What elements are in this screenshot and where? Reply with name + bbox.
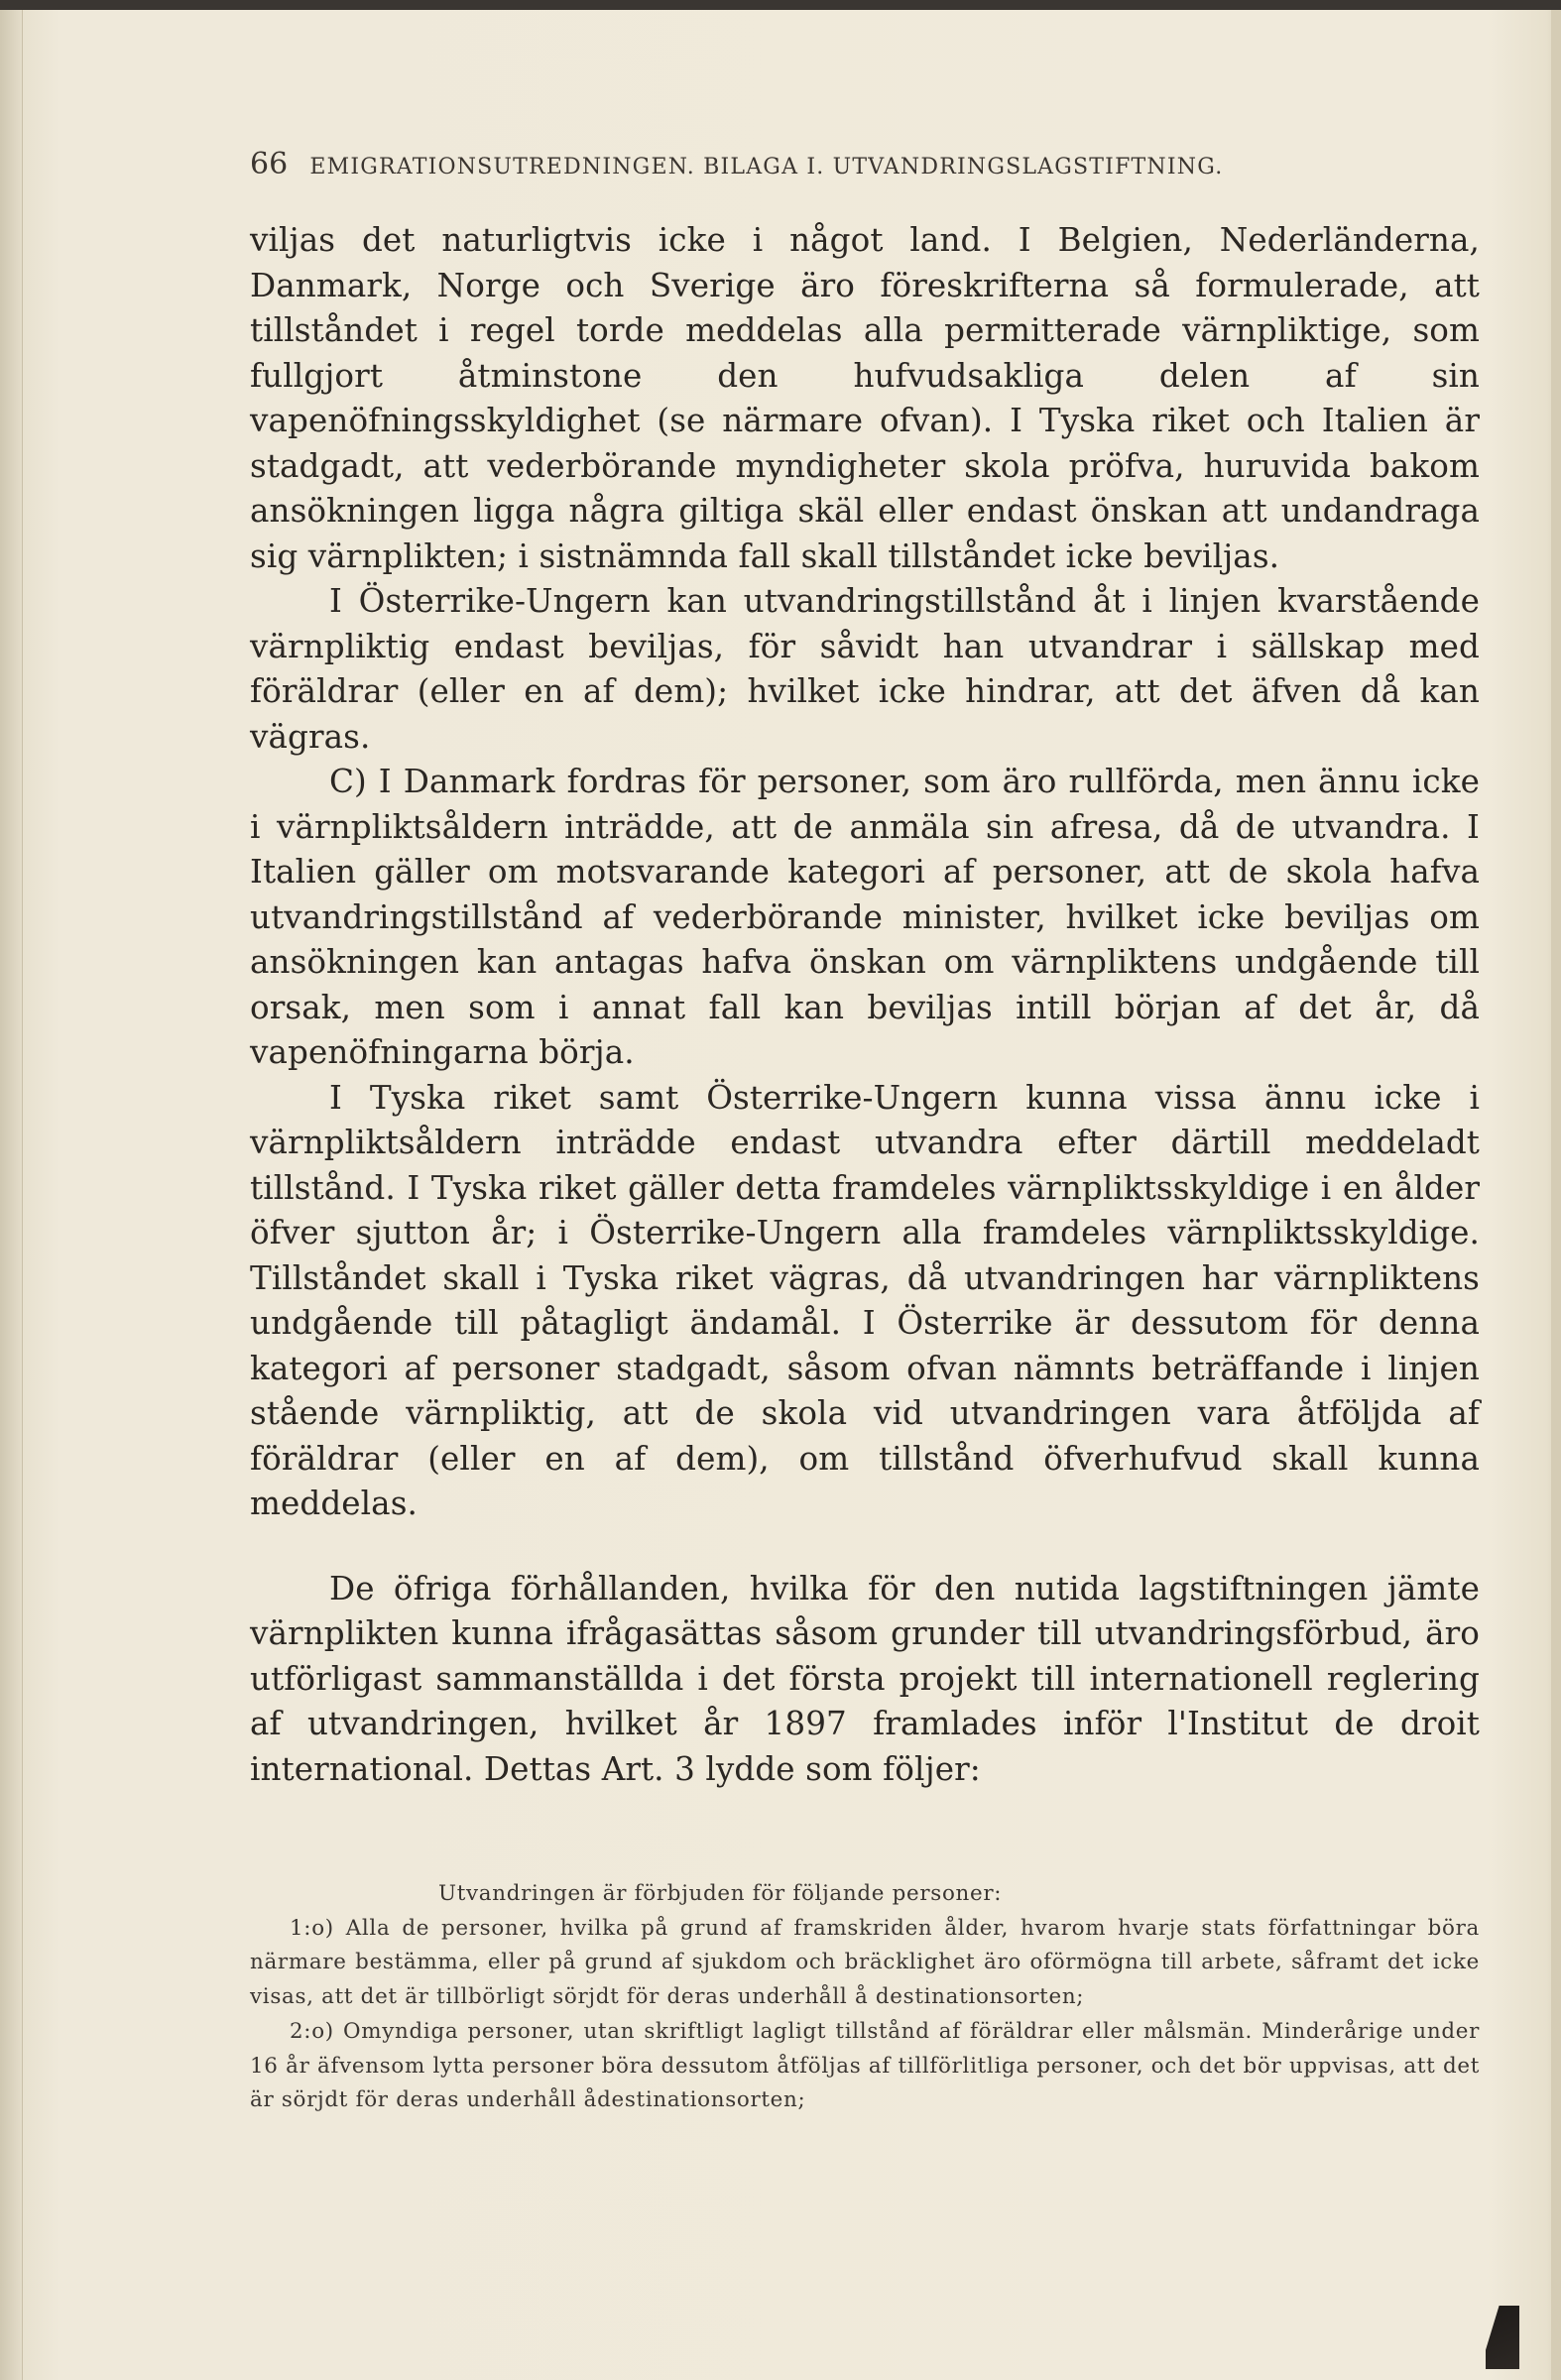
quotation-intro: Utvandringen är förbjuden för följande personer:	[438, 1881, 1003, 1906]
body-text	[250, 218, 1480, 1792]
scan-top-border	[0, 0, 1561, 10]
quotation-item-1: 1:o) Alla de personer, hvilka på grund af framskriden ålder, hvarom hvarje stats författningar böra närmare bestämma, eller på grund af sjukdom och bräcklighet äro oförmögna till arbete, såframt det icke visas, att det är tillbörligt sörjdt för deras underhåll å destinationsorten;	[250, 1915, 1480, 2010]
quotation-block	[250, 1877, 1480, 2118]
running-title: EMIGRATIONSUTREDNINGEN. BILAGA I. UTVANDRINGSLAGSTIFTNING.	[309, 155, 1224, 179]
book-gutter	[0, 10, 23, 2380]
paragraph-3: C) I Danmark fordras för personer, som äro rullförda, men ännu icke i värnpliktsåldern inträdde, att de anmäla sin afresa, då de utvandra. I Italien gäller om motsvarande kategori af personer, att de skola hafva utvandringstillstånd af vederbörande minister, hvilket icke beviljas om ansökningen kan antagas hafva önskan om värnpliktens undgående till orsak, men som i annat fall kan beviljas intill början af det år, då vapenöfningarna börja.	[250, 763, 1480, 1071]
running-header	[250, 147, 1480, 190]
paragraph-2: I Österrike-Ungern kan utvandringstillstånd åt i linjen kvarstående värnpliktig endast beviljas, för såvidt han utvandrar i sällskap med föräldrar (eller en af dem); hvilket icke hindrar, att det äfven då kan vägras.	[250, 582, 1480, 756]
paragraph-1: viljas det naturligtvis icke i något land. I Belgien, Nederländerna, Danmark, Norge och Sverige äro föreskrifterna så formulerade, att tillståndet i regel torde meddelas alla permitterade värnpliktige, som fullgjort åtminstone den hufvudsakliga delen af sin vapenöfningsskyldighet (se närmare ofvan). I Tyska riket och Italien är stadgadt, att vederbörande myndigheter skola pröfva, huruvida bakom ansökningen ligga några giltiga skäl eller endast önskan att undandraga sig värnplikten; i sistnämnda fall skall tillståndet icke beviljas.	[250, 221, 1480, 575]
paragraph-5: De öfriga förhållanden, hvilka för den nutida lagstiftningen jämte värnplikten kunna ifrågasättas såsom grunder till utvandringsförbud, äro utförligast sammanställda i det första projekt till internationell reglering af utvandringen, hvilket år 1897 framlades inför l'Institut de droit international. Dettas Art. 3 lydde som följer:	[250, 1569, 1480, 1788]
quotation-item-2: 2:o) Omyndiga personer, utan skriftligt lagligt tillstånd af föräldrar eller målsmän. Minderårige under 16 år äfvensom lytta personer böra dessutom åtföljas af tillförlitliga personer, och det bör uppvisas, att det är sörjdt för deras underhåll ådestinationsorten;	[250, 2018, 1480, 2113]
page-number: 66	[250, 147, 289, 181]
ink-mark	[1486, 2306, 1519, 2369]
paragraph-4: I Tyska riket samt Österrike-Ungern kunna vissa ännu icke i värnpliktsåldern inträdde endast utvandra efter därtill meddeladt tillstånd. I Tyska riket gäller detta framdeles värnpliktsskyldige i en ålder öfver sjutton år; i Österrike-Ungern alla framdeles värnpliktsskyldige. Tillståndet skall i Tyska riket vägras, då utvandringen har värnpliktens undgående till påtagligt ändamål. I Österrike är dessutom för denna kategori af personer stadgadt, såsom ofvan nämnts beträffande i linjen stående värnpliktig, att de skola vid utvandringen vara åtföljda af föräldrar (eller en af dem), om tillstånd öfverhufvud skall kunna meddelas.	[250, 1078, 1480, 1522]
page-right-edge	[1551, 10, 1561, 2380]
